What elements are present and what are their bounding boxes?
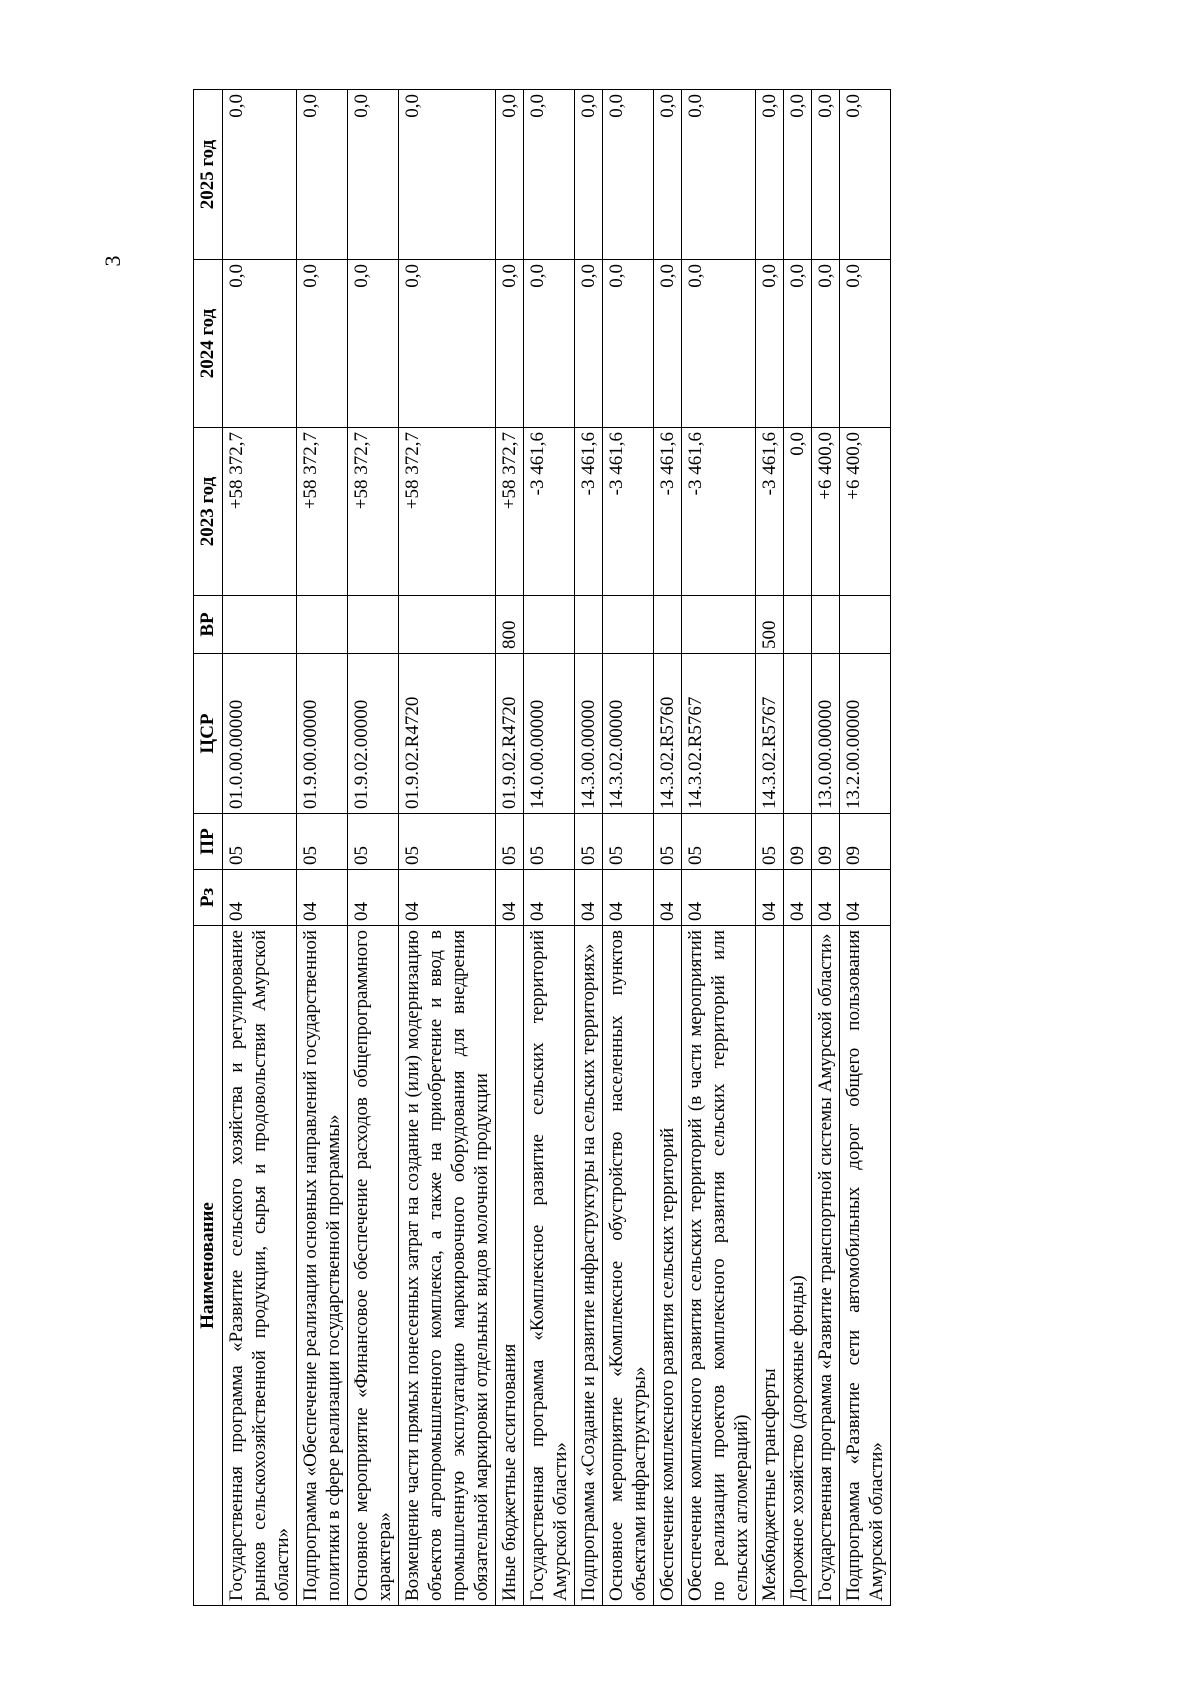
table-row [840, 90, 891, 1606]
cell-pr: 05 [348, 814, 399, 870]
header-pr: ПР [194, 814, 223, 870]
cell-csr: 14.3.02.R5767 [756, 654, 784, 814]
cell-2023: +58 372,7 [297, 428, 348, 596]
cell-rz: 04 [840, 870, 891, 926]
cell-name: Возмещение части прямых понесенных затрат на создание и (или) модернизацию объектов агропромышленного комплекса, а также на приобретение и ввод в промышленную эксплуатацию маркировочного оборудования для внедрения обязательной маркировки отдельных видов молочной продукции [399, 926, 496, 1606]
table-row [496, 90, 524, 1606]
page-number: 3 [100, 255, 125, 267]
cell-2023: -3 461,6 [682, 428, 756, 596]
table-row [682, 90, 756, 1606]
cell-2023: +6 400,0 [812, 428, 840, 596]
cell-rz: 04 [756, 870, 784, 926]
cell-rz: 04 [812, 870, 840, 926]
cell-csr: 01.9.02.R4720 [496, 654, 524, 814]
table-row [524, 90, 575, 1606]
cell-pr: 05 [399, 814, 496, 870]
cell-name: Подпрограмма «Создание и развитие инфраструктуры на сельских территориях» [575, 926, 603, 1606]
cell-2025: 0,0 [603, 90, 654, 260]
cell-csr: 01.9.00.00000 [297, 654, 348, 814]
cell-rz: 04 [297, 870, 348, 926]
cell-rz: 04 [348, 870, 399, 926]
cell-rz: 04 [575, 870, 603, 926]
cell-rz: 04 [784, 870, 812, 926]
cell-2024: 0,0 [682, 260, 756, 428]
cell-csr: 01.9.02.00000 [348, 654, 399, 814]
cell-csr: 14.3.02.R5760 [654, 654, 682, 814]
table-row [654, 90, 682, 1606]
cell-csr: 13.0.00.00000 [812, 654, 840, 814]
cell-pr: 09 [840, 814, 891, 870]
cell-vr [654, 596, 682, 654]
header-name: Наименование [194, 926, 223, 1606]
cell-name: Подпрограмма «Обеспечение реализации основных направлений государственной политики в сфере реализации государственной программы» [297, 926, 348, 1606]
cell-csr: 14.3.00.00000 [575, 654, 603, 814]
header-rz: Рз [194, 870, 223, 926]
cell-2025: 0,0 [812, 90, 840, 260]
cell-2023: +58 372,7 [496, 428, 524, 596]
cell-pr: 05 [756, 814, 784, 870]
cell-2023: -3 461,6 [524, 428, 575, 596]
cell-vr [812, 596, 840, 654]
cell-rz: 04 [603, 870, 654, 926]
cell-2023: -3 461,6 [756, 428, 784, 596]
cell-csr: 13.2.00.00000 [840, 654, 891, 814]
cell-vr [840, 596, 891, 654]
table-row [297, 90, 348, 1606]
cell-pr: 09 [784, 814, 812, 870]
cell-vr [223, 596, 297, 654]
cell-csr: 14.3.02.R5767 [682, 654, 756, 814]
cell-2024: 0,0 [496, 260, 524, 428]
table-row [784, 90, 812, 1606]
header-2023: 2023 год [194, 428, 223, 596]
cell-rz: 04 [223, 870, 297, 926]
table-row [603, 90, 654, 1606]
table-row [399, 90, 496, 1606]
cell-2024: 0,0 [812, 260, 840, 428]
budget-table [193, 89, 891, 1606]
cell-pr: 05 [682, 814, 756, 870]
cell-csr: 01.0.00.00000 [223, 654, 297, 814]
cell-2024: 0,0 [840, 260, 891, 428]
cell-vr: 800 [496, 596, 524, 654]
header-vr: ВР [194, 596, 223, 654]
table-body [223, 90, 891, 1606]
cell-2025: 0,0 [840, 90, 891, 260]
cell-csr: 01.9.02.R4720 [399, 654, 496, 814]
cell-vr [575, 596, 603, 654]
cell-2023: +58 372,7 [223, 428, 297, 596]
cell-name: Государственная программа «Развитие сельского хозяйства и регулирование рынков сельскохозяйственной продукции, сырья и продовольствия Амурской области» [223, 926, 297, 1606]
cell-vr [297, 596, 348, 654]
cell-name: Государственная программа «Развитие транспортной системы Амурской области» [812, 926, 840, 1606]
cell-2025: 0,0 [682, 90, 756, 260]
cell-name: Основное мероприятие «Финансовое обеспечение расходов общепрограммного характера» [348, 926, 399, 1606]
cell-vr [348, 596, 399, 654]
cell-name: Государственная программа «Комплексное развитие сельских территорий Амурской области» [524, 926, 575, 1606]
cell-2024: 0,0 [654, 260, 682, 428]
cell-rz: 04 [496, 870, 524, 926]
header-csr: ЦСР [194, 654, 223, 814]
cell-2023: -3 461,6 [654, 428, 682, 596]
cell-2025: 0,0 [348, 90, 399, 260]
cell-name: Дорожное хозяйство (дорожные фонды) [784, 926, 812, 1606]
cell-2025: 0,0 [784, 90, 812, 260]
cell-name: Обеспечение комплексного развития сельских территорий [654, 926, 682, 1606]
table-row [348, 90, 399, 1606]
cell-2023: -3 461,6 [575, 428, 603, 596]
cell-2023: 0,0 [784, 428, 812, 596]
cell-2024: 0,0 [223, 260, 297, 428]
cell-vr: 500 [756, 596, 784, 654]
table-row [812, 90, 840, 1606]
cell-vr [682, 596, 756, 654]
cell-name: Подпрограмма «Развитие сети автомобильных дорог общего пользования Амурской области» [840, 926, 891, 1606]
cell-2024: 0,0 [784, 260, 812, 428]
cell-2025: 0,0 [654, 90, 682, 260]
cell-csr [784, 654, 812, 814]
cell-pr: 05 [496, 814, 524, 870]
cell-2023: +58 372,7 [348, 428, 399, 596]
table-row [223, 90, 297, 1606]
rotated-table-container [193, 90, 891, 1606]
cell-pr: 05 [524, 814, 575, 870]
cell-rz: 04 [654, 870, 682, 926]
header-2024: 2024 год [194, 260, 223, 428]
cell-2024: 0,0 [348, 260, 399, 428]
cell-2025: 0,0 [496, 90, 524, 260]
table-row [575, 90, 603, 1606]
cell-rz: 04 [682, 870, 756, 926]
header-2025: 2025 год [194, 90, 223, 260]
cell-name: Иные бюджетные ассигнования [496, 926, 524, 1606]
cell-2025: 0,0 [524, 90, 575, 260]
cell-vr [784, 596, 812, 654]
cell-2025: 0,0 [756, 90, 784, 260]
cell-vr [603, 596, 654, 654]
cell-pr: 05 [603, 814, 654, 870]
cell-2025: 0,0 [223, 90, 297, 260]
cell-pr: 05 [223, 814, 297, 870]
cell-csr: 14.3.02.00000 [603, 654, 654, 814]
cell-2025: 0,0 [297, 90, 348, 260]
cell-2025: 0,0 [399, 90, 496, 260]
cell-2023: -3 461,6 [603, 428, 654, 596]
cell-csr: 14.0.00.00000 [524, 654, 575, 814]
cell-name: Обеспечение комплексного развития сельских территорий (в части мероприятий по реализации проектов комплексного развития сельских территорий или сельских агломераций) [682, 926, 756, 1606]
cell-vr [399, 596, 496, 654]
cell-2023: +58 372,7 [399, 428, 496, 596]
cell-rz: 04 [524, 870, 575, 926]
cell-2024: 0,0 [756, 260, 784, 428]
cell-2024: 0,0 [399, 260, 496, 428]
table-row [756, 90, 784, 1606]
cell-name: Межбюджетные трансферты [756, 926, 784, 1606]
cell-2024: 0,0 [575, 260, 603, 428]
cell-name: Основное мероприятие «Комплексное обустройство населенных пунктов объектами инфраструктуры» [603, 926, 654, 1606]
cell-pr: 05 [297, 814, 348, 870]
cell-2024: 0,0 [524, 260, 575, 428]
cell-pr: 05 [654, 814, 682, 870]
cell-rz: 04 [399, 870, 496, 926]
cell-2024: 0,0 [603, 260, 654, 428]
cell-2023: +6 400,0 [840, 428, 891, 596]
table-header-row [194, 90, 223, 1606]
cell-pr: 09 [812, 814, 840, 870]
cell-2025: 0,0 [575, 90, 603, 260]
cell-vr [524, 596, 575, 654]
cell-pr: 05 [575, 814, 603, 870]
cell-2024: 0,0 [297, 260, 348, 428]
